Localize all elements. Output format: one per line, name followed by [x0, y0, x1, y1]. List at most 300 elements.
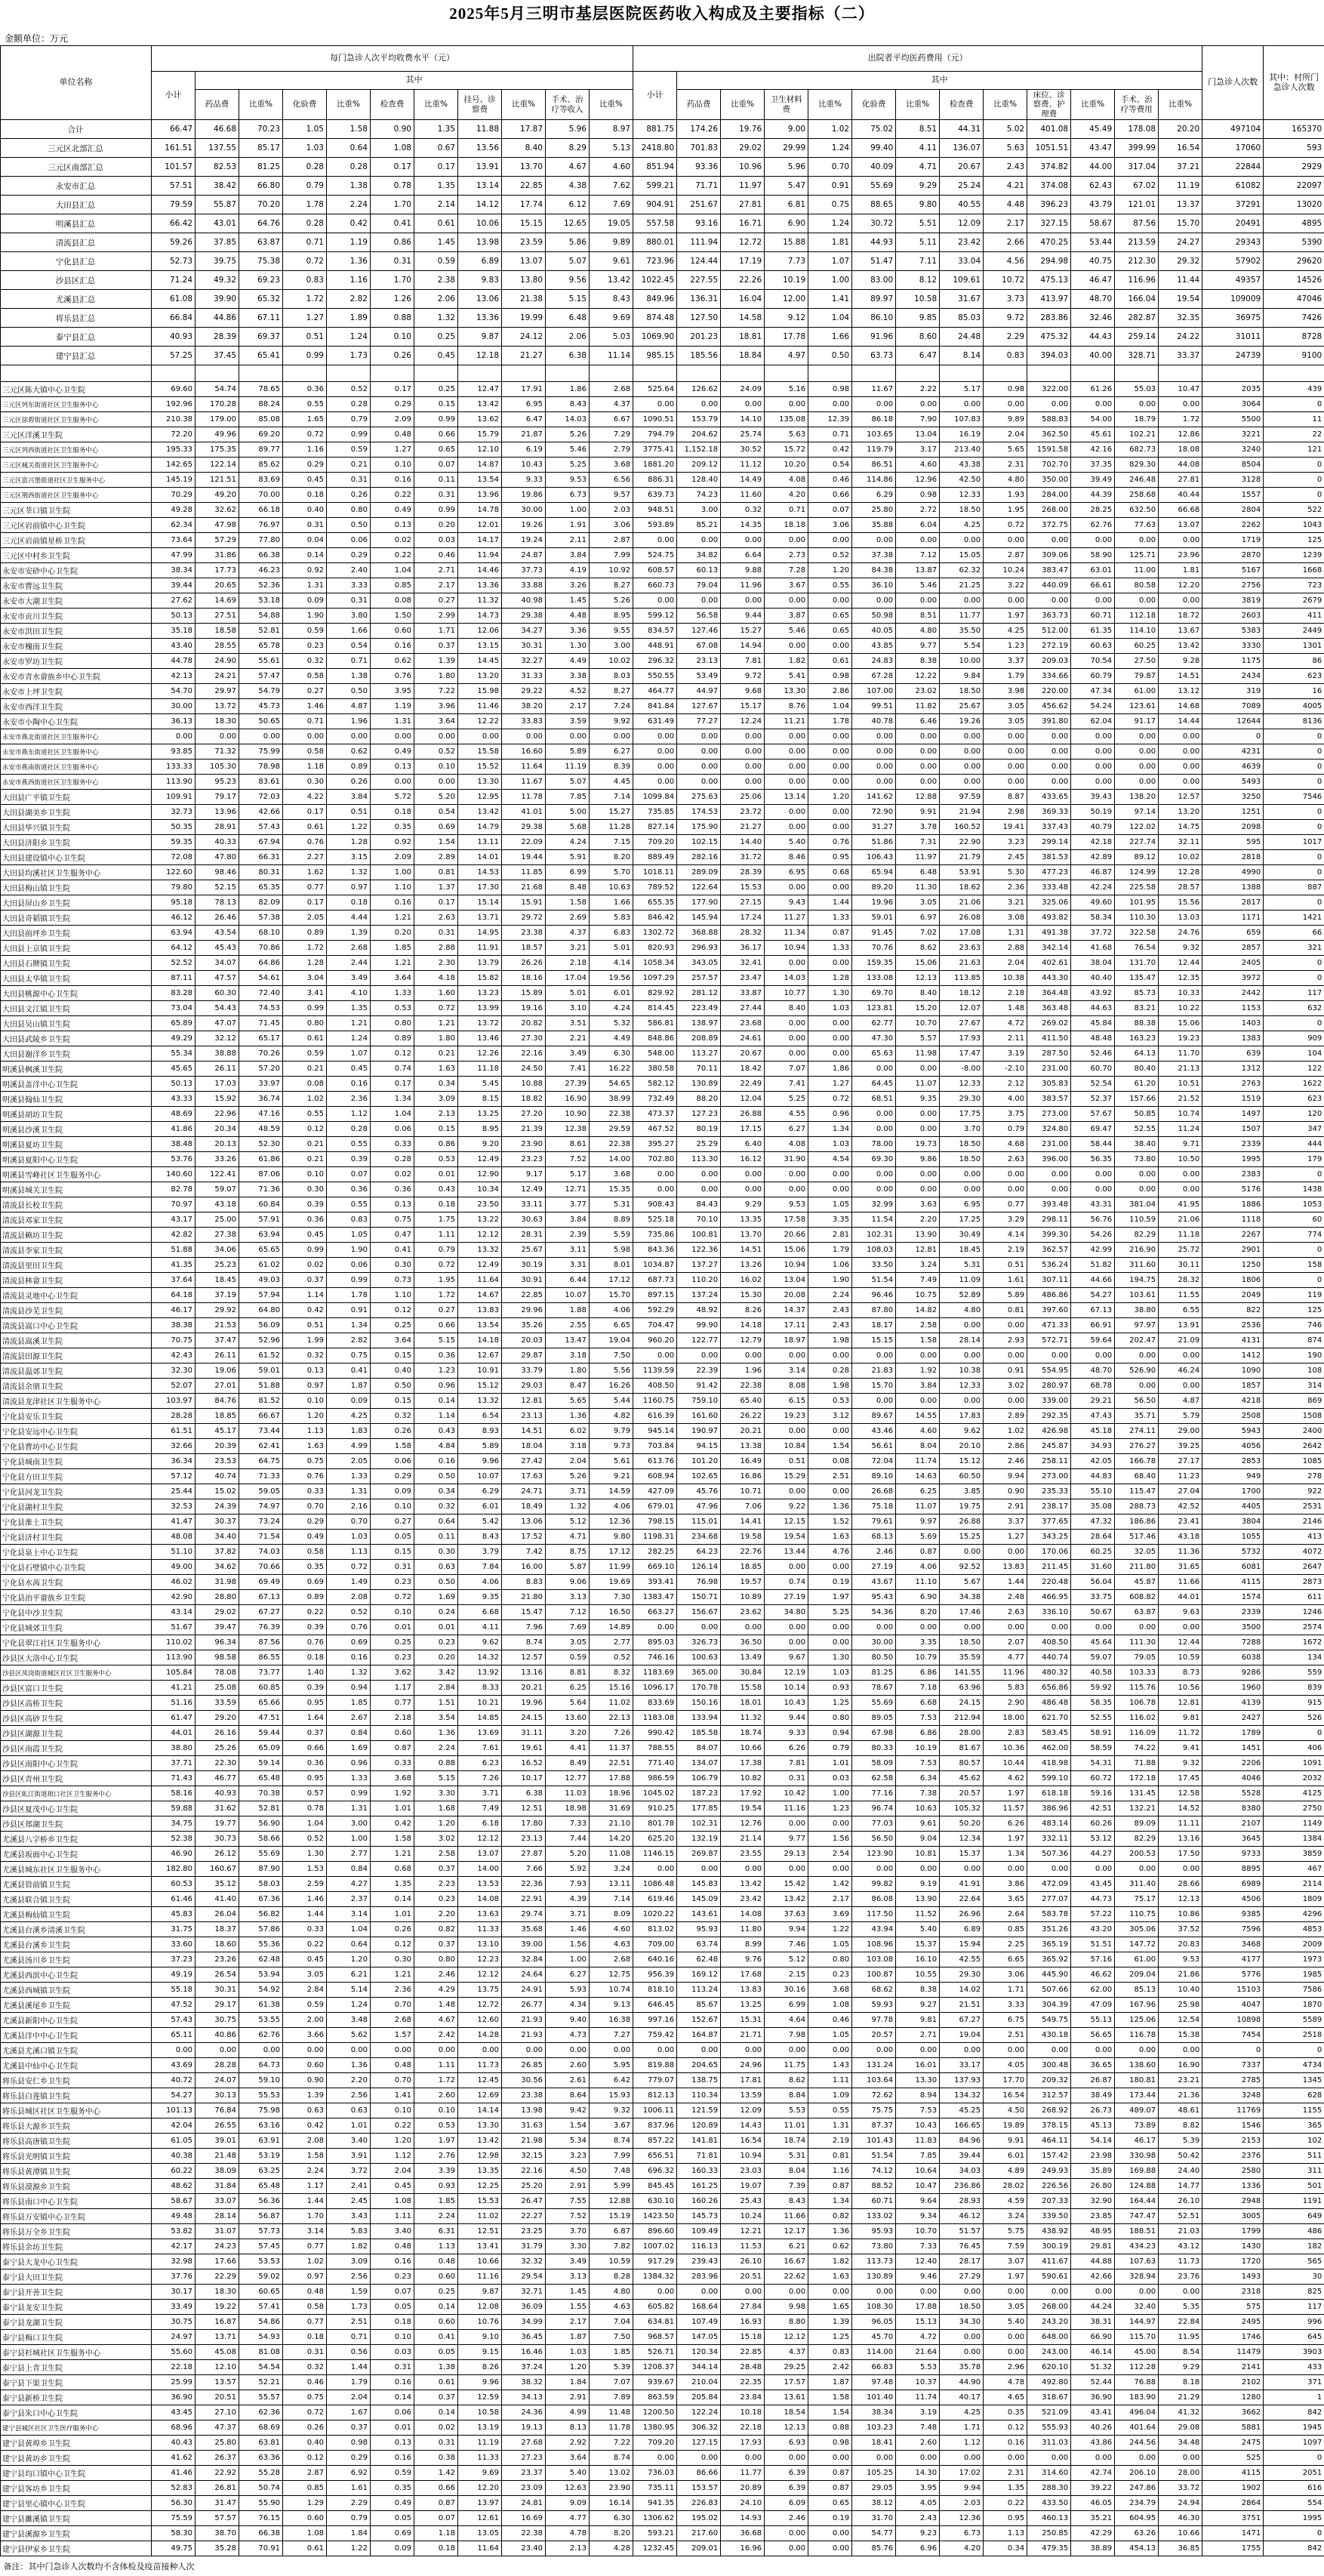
value-cell: 52.81: [239, 624, 283, 639]
value-cell: 56.35: [1071, 1152, 1115, 1167]
value-cell: 167.96: [1115, 1998, 1159, 2013]
value-cell: 0.00: [1115, 2285, 1159, 2300]
table-row: [1, 2526, 1324, 2541]
value-cell: 4.60: [896, 458, 940, 473]
value-cell: 0.00: [546, 729, 590, 744]
value-cell: 26.22: [721, 1409, 765, 1424]
value-cell: [1264, 365, 1324, 382]
unit-name-cell: 尤溪县联合镇卫生院: [1, 1892, 152, 1907]
value-cell: 12.58: [1159, 1786, 1202, 1801]
value-cell: 13.91: [458, 158, 502, 177]
value-cell: 18.18: [765, 518, 808, 533]
unit-name-cell: 清流县田源卫生院: [1, 1348, 152, 1363]
value-cell: 41.47: [152, 1514, 196, 1530]
value-cell: 13.79: [458, 956, 502, 971]
value-cell: 0.05: [414, 2345, 458, 2360]
value-cell: 656.51: [633, 2149, 677, 2164]
value-cell: 11.57: [984, 1801, 1027, 1816]
value-cell: 0.75: [327, 1348, 371, 1363]
value-cell: 732.49: [633, 1092, 677, 1107]
value-cell: 0.00: [1071, 1348, 1115, 1363]
value-cell: 12.63: [546, 2481, 590, 2496]
value-cell: 5.72: [371, 790, 414, 805]
value-cell: 1.23: [984, 639, 1027, 654]
value-cell: 70.00: [239, 488, 283, 503]
value-cell: 2.21: [546, 1031, 590, 1046]
value-cell: 10.90: [546, 1107, 590, 1122]
value-cell: 12.33: [940, 488, 984, 503]
value-cell: 249.93: [1027, 2164, 1071, 2179]
value-cell: 47.98: [196, 518, 239, 533]
value-cell: 443.30: [1027, 971, 1071, 986]
value-cell: 120: [1264, 1107, 1324, 1122]
value-cell: 45.08: [196, 2345, 239, 2360]
value-cell: 7.90: [896, 412, 940, 427]
value-cell: 4.14: [984, 1228, 1027, 1243]
value-cell: 2.24: [283, 2164, 327, 2179]
value-cell: 3.22: [984, 578, 1027, 593]
value-cell: 69.37: [239, 328, 283, 347]
value-cell: 827.14: [633, 820, 677, 835]
value-cell: 1.58: [546, 895, 590, 911]
value-cell: 3.08: [984, 911, 1027, 926]
value-cell: 15.92: [196, 1092, 239, 1107]
value-cell: 0.00: [458, 2043, 502, 2058]
value-cell: 2.64: [984, 1907, 1027, 1922]
value-cell: 17.50: [1159, 1847, 1202, 1862]
value-cell: 20.83: [1159, 1937, 1202, 1952]
value-cell: 1.42: [808, 1877, 852, 1892]
col-header-21: 比重%: [1159, 90, 1202, 120]
value-cell: 46.62: [1071, 1967, 1115, 1983]
value-cell: 89.67: [852, 1409, 896, 1424]
value-cell: 97.97: [1115, 1318, 1159, 1333]
value-cell: 23.02: [896, 684, 940, 699]
value-cell: 0.00: [1159, 2043, 1202, 2058]
unit-name-cell: 永安市青水畲族乡中心卫生院: [1, 669, 152, 684]
value-cell: 480.32: [1027, 1665, 1071, 1681]
value-cell: 3.29: [984, 1213, 1027, 1228]
value-cell: 306.32: [677, 2420, 721, 2436]
value-cell: 12644: [1202, 714, 1264, 729]
value-cell: 2405: [1202, 956, 1264, 971]
table-row: [1, 1379, 1324, 1394]
value-cell: 21.94: [940, 805, 984, 820]
value-cell: 0.28: [283, 158, 327, 177]
value-cell: 44.43: [1071, 328, 1115, 347]
value-cell: 401.64: [1115, 2420, 1159, 2436]
value-cell: 58.90: [1071, 548, 1115, 563]
value-cell: 7.66: [502, 1862, 546, 1877]
value-cell: 86.51: [852, 458, 896, 473]
value-cell: 2.46: [984, 1454, 1027, 1469]
value-cell: 17.57: [765, 2375, 808, 2390]
value-cell: 11.46: [458, 699, 502, 714]
value-cell: 1.57: [371, 2028, 414, 2043]
value-cell: 0.08: [808, 1454, 852, 1469]
value-cell: 747.47: [1115, 2209, 1159, 2224]
value-cell: 10.19: [896, 1741, 940, 1756]
value-cell: 180.81: [1115, 2073, 1159, 2088]
value-cell: 18.82: [502, 1092, 546, 1107]
value-cell: 42.74: [1071, 2466, 1115, 2481]
value-cell: 0.16: [371, 895, 414, 911]
value-cell: 0.59: [283, 624, 327, 639]
value-cell: 3645: [1202, 1832, 1264, 1847]
value-cell: 97.14: [1115, 805, 1159, 820]
value-cell: 26.04: [196, 1907, 239, 1922]
value-cell: 0.00: [940, 2345, 984, 2360]
value-cell: 14.18: [721, 1318, 765, 1333]
value-cell: 52.55: [1115, 1122, 1159, 1137]
value-cell: 9.29: [896, 177, 940, 196]
value-cell: 12.10: [458, 442, 502, 458]
value-cell: 15.19: [590, 2209, 633, 2224]
unit-name-cell: 宁化县城南卫生院: [1, 1454, 152, 1469]
value-cell: 5.89: [458, 1439, 502, 1454]
value-cell: 13.41: [458, 2239, 502, 2254]
value-cell: 59.26: [152, 233, 196, 252]
value-cell: 32.53: [152, 1499, 196, 1514]
table-row: [1, 533, 1324, 548]
value-cell: 21.06: [1159, 1213, 1202, 1228]
value-cell: 212.94: [940, 1711, 984, 1726]
value-cell: 36.74: [239, 1092, 283, 1107]
value-cell: 40.86: [196, 2028, 239, 2043]
table-row: [1, 427, 1324, 442]
value-cell: 12.59: [458, 2390, 502, 2405]
value-cell: 0.00: [808, 639, 852, 654]
value-cell: 62.58: [852, 1771, 896, 1786]
value-cell: 0.00: [852, 744, 896, 760]
value-cell: 6.89: [458, 252, 502, 271]
value-cell: 63.94: [152, 926, 196, 941]
value-cell: 0.00: [808, 533, 852, 548]
value-cell: 9.69: [590, 309, 633, 328]
value-cell: 0.00: [721, 1348, 765, 1363]
value-cell: 1175: [1202, 654, 1264, 669]
value-cell: 157.42: [1027, 2149, 1071, 2164]
value-cell: 4.49: [546, 654, 590, 669]
value-cell: 2.91: [984, 1499, 1027, 1514]
value-cell: 11.34: [765, 926, 808, 941]
value-cell: 5.03: [590, 328, 633, 347]
value-cell: 0.04: [283, 533, 327, 548]
value-cell: 78.08: [196, 1665, 239, 1681]
value-cell: 14.40: [721, 835, 765, 850]
value-cell: 4.22: [283, 790, 327, 805]
value-cell: 21.53: [196, 1318, 239, 1333]
value-cell: 20.66: [765, 1228, 808, 1243]
value-cell: 75.98: [239, 2103, 283, 2118]
value-cell: 0.53: [414, 2118, 458, 2134]
value-cell: 1.17: [371, 1681, 414, 1696]
value-cell: 0.00: [633, 744, 677, 760]
value-cell: 87.37: [852, 2118, 896, 2134]
value-cell: 0.05: [371, 2300, 414, 2315]
value-cell: 369.33: [1027, 805, 1071, 820]
table-row: [1, 2360, 1324, 2375]
value-cell: 8.43: [765, 2194, 808, 2209]
value-cell: 113.90: [152, 1650, 196, 1665]
value-cell: 32.71: [502, 2285, 546, 2300]
value-cell: 56.90: [239, 1816, 283, 1832]
value-cell: 0.00: [1115, 775, 1159, 790]
value-cell: 12.35: [1159, 971, 1202, 986]
value-cell: 0.01: [371, 2420, 414, 2436]
unit-name-cell: 将乐县城区社区卫生服务中心: [1, 2103, 152, 2118]
value-cell: 15.12: [458, 1379, 502, 1394]
value-cell: [940, 365, 984, 382]
value-cell: 43.33: [152, 1092, 196, 1107]
value-cell: 209.04: [1115, 1967, 1159, 1983]
value-cell: 11.32: [458, 593, 502, 609]
value-cell: 1.60: [414, 986, 458, 1001]
value-cell: 67.94: [239, 835, 283, 850]
value-cell: 40.00: [1071, 347, 1115, 365]
value-cell: 44.93: [852, 233, 896, 252]
value-cell: 43.92: [1071, 986, 1115, 1001]
value-cell: 0.00: [677, 2043, 721, 2058]
value-cell: 1.39: [808, 2315, 852, 2330]
value-cell: 0.72: [414, 1001, 458, 1016]
value-cell: 54.31: [1071, 1756, 1115, 1771]
col-subtotal-inpatient: 小计: [633, 72, 677, 120]
value-cell: 52.38: [152, 1832, 196, 1847]
value-cell: 13.90: [896, 1228, 940, 1243]
value-cell: 153.57: [677, 2481, 721, 2496]
value-cell: 0.00: [765, 593, 808, 609]
value-cell: 109.49: [677, 2224, 721, 2239]
unit-name-cell: 尤溪县新阳中心卫生院: [1, 2013, 152, 2028]
value-cell: 0.00: [808, 744, 852, 760]
value-cell: 66.67: [239, 1409, 283, 1424]
value-cell: 2.36: [327, 1092, 371, 1107]
value-cell: 10.17: [502, 1771, 546, 1786]
value-cell: 59.07: [1071, 1650, 1115, 1665]
table-row: [1, 775, 1324, 790]
value-cell: 1.32: [546, 1499, 590, 1514]
value-cell: 1746: [1202, 2330, 1264, 2345]
value-cell: 1.31: [808, 2118, 852, 2134]
value-cell: 1.44: [327, 2360, 371, 2375]
value-cell: 9.86: [896, 1152, 940, 1167]
value-cell: 17.45: [1159, 1771, 1202, 1786]
value-cell: 2.68: [371, 2013, 414, 2028]
value-cell: 305.06: [1115, 1922, 1159, 1937]
among-right: 其中: [677, 72, 1202, 90]
unit-name-cell: 明溪县胡坊卫生院: [1, 1107, 152, 1122]
value-cell: 282.87: [1115, 309, 1159, 328]
value-cell: 0.76: [808, 835, 852, 850]
unit-name-cell: 明溪县雪峰社区卫生服务中心: [1, 1167, 152, 1182]
value-cell: 0.00: [677, 729, 721, 744]
value-cell: 25.80: [852, 503, 896, 518]
value-cell: 1.21: [327, 1016, 371, 1031]
unit-name-cell: 宁化县淮土卫生院: [1, 1514, 152, 1530]
value-cell: 24.90: [196, 654, 239, 669]
value-cell: 25.74: [721, 427, 765, 442]
value-cell: 0.00: [765, 533, 808, 548]
value-cell: 496.04: [1115, 2405, 1159, 2420]
value-cell: 55.34: [152, 1046, 196, 1062]
value-cell: 60.72: [1071, 1771, 1115, 1786]
value-cell: 0.16: [327, 1650, 371, 1665]
value-cell: 85.03: [940, 309, 984, 328]
table-row: [1, 1665, 1324, 1681]
value-cell: 746: [1264, 1318, 1324, 1333]
value-cell: 6.90: [896, 1590, 940, 1605]
value-cell: 59.14: [239, 1756, 283, 1771]
value-cell: 374.08: [1027, 177, 1071, 196]
table-row: [1, 760, 1324, 775]
value-cell: 5.68: [546, 820, 590, 835]
value-cell: 86.18: [852, 412, 896, 427]
value-cell: 0.89: [371, 1031, 414, 1046]
value-cell: 1.20: [808, 790, 852, 805]
value-cell: 6.95: [502, 397, 546, 412]
value-cell: 16.00: [502, 1560, 546, 1575]
value-cell: 2536: [1202, 1318, 1264, 1333]
value-cell: 29.17: [196, 1998, 239, 2013]
value-cell: 2.41: [327, 2179, 371, 2194]
value-cell: 13.57: [196, 2375, 239, 2390]
value-cell: 1.85: [371, 941, 414, 956]
value-cell: 1.04: [371, 1107, 414, 1122]
value-cell: 12.57: [502, 1650, 546, 1665]
value-cell: 2574: [1264, 1620, 1324, 1635]
value-cell: 0.00: [677, 775, 721, 790]
value-cell: 464.77: [633, 684, 677, 699]
value-cell: 27.04: [1159, 1484, 1202, 1499]
value-cell: 559: [1264, 1665, 1324, 1681]
value-cell: 101.20: [677, 1454, 721, 1469]
value-cell: 0.32: [414, 1499, 458, 1514]
value-cell: 89.12: [1115, 850, 1159, 865]
value-cell: 37.35: [1071, 458, 1115, 473]
value-cell: 2.20: [414, 1907, 458, 1922]
value-cell: 103.65: [852, 427, 896, 442]
value-cell: 25.06: [721, 790, 765, 805]
value-cell: 64.73: [239, 2058, 283, 2073]
value-cell: 17.93: [721, 2436, 765, 2451]
table-row: [1, 2436, 1324, 2451]
value-cell: 13.96: [458, 488, 502, 503]
value-cell: 701.83: [677, 139, 721, 158]
value-cell: 2603: [1202, 609, 1264, 624]
value-cell: 5176: [1202, 1182, 1264, 1197]
value-cell: 18.45: [940, 1243, 984, 1258]
value-cell: 0.97: [327, 880, 371, 895]
value-cell: 177.90: [677, 895, 721, 911]
value-cell: 497104: [1202, 120, 1264, 139]
value-cell: 71.32: [196, 744, 239, 760]
value-cell: 4.60: [590, 158, 633, 177]
value-cell: 91.96: [852, 328, 896, 347]
value-cell: 1.54: [546, 2118, 590, 2134]
unit-name-cell: 大田县梅山镇卫生院: [1, 880, 152, 895]
value-cell: 0.00: [808, 729, 852, 744]
value-cell: 45.73: [239, 699, 283, 714]
value-cell: 23.42: [940, 233, 984, 252]
value-cell: 45.61: [1071, 427, 1115, 442]
value-cell: [633, 365, 677, 382]
group-outpatient: 每门急诊人次平均收费水平（元）: [152, 46, 633, 72]
table-row: [1, 2269, 1324, 2285]
value-cell: 0.33: [283, 1484, 327, 1499]
value-cell: 51.54: [852, 1273, 896, 1288]
value-cell: 89.10: [852, 1469, 896, 1484]
value-cell: 216.90: [1115, 1243, 1159, 1258]
value-cell: 10.24: [984, 563, 1027, 578]
value-cell: 0.26: [327, 488, 371, 503]
value-cell: 0.49: [283, 1530, 327, 1545]
value-cell: 1.43: [808, 2058, 852, 2073]
value-cell: 5.44: [590, 1394, 633, 1409]
value-cell: 17.25: [940, 1213, 984, 1228]
value-cell: 0.76: [283, 1635, 327, 1650]
value-cell: 3.84: [546, 1213, 590, 1228]
value-cell: 3.11: [546, 1243, 590, 1258]
value-cell: 59.07: [196, 1182, 239, 1197]
value-cell: 0.00: [940, 1620, 984, 1635]
value-cell: 2679: [1264, 593, 1324, 609]
value-cell: 27.44: [721, 1001, 765, 1016]
unit-name-cell: 永安市大湖卫生院: [1, 593, 152, 609]
value-cell: 175.35: [196, 442, 239, 458]
value-cell: 0.00: [1159, 1348, 1202, 1363]
value-cell: 0.51: [765, 1454, 808, 1469]
value-cell: 9.83: [458, 271, 502, 290]
unit-name-cell: 永安市小陶中心卫生院: [1, 714, 152, 729]
table-row: [1, 1484, 1324, 1499]
value-cell: 6.73: [546, 488, 590, 503]
table-row: [1, 1650, 1324, 1665]
value-cell: 220.48: [1027, 1575, 1071, 1590]
value-cell: 1.79: [808, 1243, 852, 1258]
value-cell: 136.07: [940, 139, 984, 158]
value-cell: 31.60: [1071, 1560, 1115, 1575]
value-cell: 517.46: [1115, 1530, 1159, 1545]
value-cell: 13.70: [721, 1228, 765, 1243]
value-cell: 18.50: [940, 1635, 984, 1650]
value-cell: 12.22: [458, 714, 502, 729]
value-cell: 45.84: [1071, 1016, 1115, 1031]
value-cell: 9.97: [896, 1514, 940, 1530]
value-cell: 0.50: [808, 347, 852, 365]
value-cell: 43.47: [1071, 139, 1115, 158]
value-cell: 0.03: [414, 533, 458, 548]
value-cell: 16.02: [721, 1273, 765, 1288]
value-cell: 2.13: [546, 2541, 590, 2556]
value-cell: 55.53: [239, 2088, 283, 2103]
value-cell: 2.05: [327, 1454, 371, 1469]
value-cell: 0.00: [721, 397, 765, 412]
value-cell: 9.29: [721, 1197, 765, 1213]
value-cell: 0.00: [852, 1620, 896, 1635]
value-cell: 60.53: [152, 1877, 196, 1892]
value-cell: 0.18: [327, 895, 371, 911]
value-cell: 40.74: [196, 1469, 239, 1484]
value-cell: 0.00: [765, 1424, 808, 1439]
value-cell: 79.87: [1115, 669, 1159, 684]
value-cell: 12.13: [1159, 1892, 1202, 1907]
value-cell: 14.52: [1159, 1801, 1202, 1816]
value-cell: 1.96: [327, 714, 371, 729]
value-cell: 25.99: [152, 2375, 196, 2390]
value-cell: 13.96: [196, 805, 239, 820]
value-cell: 0.58: [283, 744, 327, 760]
